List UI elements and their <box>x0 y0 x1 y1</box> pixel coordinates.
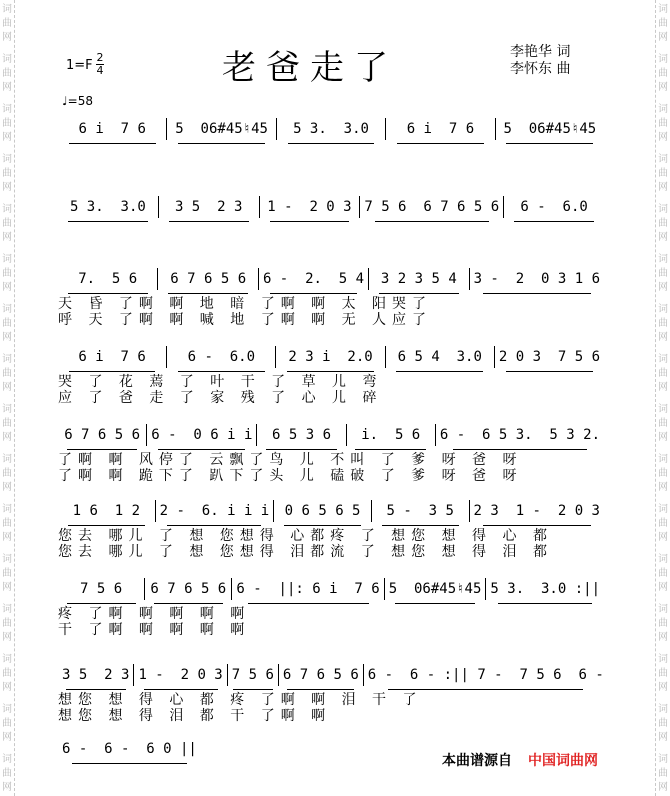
beam-underline <box>248 603 369 604</box>
watermark-char: 曲 <box>658 768 668 779</box>
lyric-text: 您去 哪儿 了 想 您想得 泪都流 了 想您 想 得 泪 都 <box>58 544 553 560</box>
measure <box>385 118 494 140</box>
watermark-char: 词 <box>658 604 668 615</box>
meter-top: 2 <box>96 51 104 64</box>
measure <box>158 196 259 218</box>
watermark-char: 词 <box>2 504 12 515</box>
watermark-char: 曲 <box>658 68 668 79</box>
watermark-char: 词 <box>2 54 12 65</box>
measure <box>368 268 468 290</box>
watermark-char: 词 <box>2 404 12 415</box>
watermark-char: 网 <box>658 482 668 493</box>
watermark-char: 网 <box>658 532 668 543</box>
watermark-char: 词 <box>658 304 668 315</box>
beam-underline <box>397 143 484 144</box>
watermark-char: 词 <box>2 754 12 765</box>
watermark-char: 词 <box>658 554 668 565</box>
watermark-char: 网 <box>658 132 668 143</box>
beam-underline <box>67 603 136 604</box>
watermark-char: 网 <box>2 82 12 93</box>
watermark-char: 词 <box>658 54 668 65</box>
watermark-char: 词 <box>658 104 668 115</box>
key-signature: 1=F <box>66 58 93 73</box>
watermark-char: 词 <box>658 654 668 665</box>
measure <box>495 118 604 140</box>
score-line <box>58 578 604 600</box>
watermark-char: 词 <box>658 204 668 215</box>
watermark-char: 网 <box>2 732 12 743</box>
lyric-line <box>58 468 604 484</box>
notes: 7 5 6 6 7 6 5 6 <box>364 199 500 215</box>
measure <box>146 424 256 446</box>
watermark-char: 网 <box>2 632 12 643</box>
measure <box>58 118 166 140</box>
watermark-char: 曲 <box>658 518 668 529</box>
notes: 6 i 7 6 <box>406 121 475 137</box>
measure <box>384 578 486 600</box>
watermark-char: 网 <box>2 382 12 393</box>
beam-underline <box>355 449 426 450</box>
measure <box>227 664 278 686</box>
watermark-char: 词 <box>658 154 668 165</box>
notes: 3 - 2 0 3 1 6 <box>473 271 600 287</box>
watermark-char: 网 <box>2 682 12 693</box>
notes: 6 i 7 6 <box>78 349 146 365</box>
watermark-char: 曲 <box>2 268 12 279</box>
song-title: 老爸走了 <box>222 48 398 88</box>
notes: 6 - 0 6 i i <box>151 427 253 443</box>
beam-underline <box>178 143 265 144</box>
watermark-char: 词 <box>658 704 668 715</box>
measure <box>58 196 158 218</box>
watermark-char: 网 <box>658 732 668 743</box>
notes: 5 3. 3.0 <box>293 121 369 137</box>
watermark-char: 曲 <box>2 668 12 679</box>
lyric-line <box>58 452 604 468</box>
measure <box>278 664 363 686</box>
beam-underline <box>506 371 593 372</box>
beam-underline <box>144 689 218 690</box>
notes: 3 2 3 5 4 <box>380 271 457 287</box>
notes: 7 5 6 <box>80 581 123 597</box>
watermark-char: 词 <box>658 354 668 365</box>
notes: 5 06#45♮45 <box>175 121 268 137</box>
beam-underline <box>270 221 350 222</box>
watermark-char: 词 <box>658 454 668 465</box>
watermark-char: 曲 <box>2 718 12 729</box>
watermark-char: 词 <box>658 754 668 765</box>
beam-underline <box>266 449 337 450</box>
tempo-marking: ♩=58 <box>62 94 93 108</box>
notes: 6 - ||: 6 i 7 6 <box>236 581 380 597</box>
notes: 6 - 6 - 6 0 || <box>62 741 197 757</box>
beam-underline <box>498 603 592 604</box>
lyric-text: 干 了啊 啊 啊 啊 啊 <box>58 622 251 638</box>
measure <box>469 500 604 522</box>
watermark-char: 网 <box>658 82 668 93</box>
beam-underline <box>388 689 583 690</box>
watermark-char: 曲 <box>658 568 668 579</box>
watermark-char: 网 <box>658 332 668 343</box>
watermark-char: 曲 <box>2 618 12 629</box>
watermark-char: 词 <box>2 604 12 615</box>
lyric-text: 想您 想 得 心 都 疼 了啊 啊 泪 干 了 <box>58 692 423 708</box>
measure <box>469 268 604 290</box>
notes: i. 5 6 <box>361 427 421 443</box>
watermark-char: 网 <box>2 332 12 343</box>
lyric-line <box>58 390 604 406</box>
watermark-char: 曲 <box>658 168 668 179</box>
lyricist: 李艳华 词 <box>510 44 571 60</box>
watermark-char: 网 <box>658 382 668 393</box>
notes: 6 5 4 3.0 <box>397 349 482 365</box>
beam-underline <box>233 689 273 690</box>
beam-underline <box>68 221 148 222</box>
watermark-char: 网 <box>658 32 668 43</box>
watermark-char: 曲 <box>658 268 668 279</box>
measure <box>144 578 231 600</box>
measure <box>485 578 604 600</box>
notes: 5 3. 3.0 <box>69 199 146 215</box>
beam-underline <box>169 221 249 222</box>
composer: 李怀东 曲 <box>510 61 571 77</box>
measure <box>371 500 469 522</box>
time-signature <box>96 52 104 77</box>
watermark-char: 词 <box>2 154 12 165</box>
watermark-char: 词 <box>658 4 668 15</box>
footer-site[interactable]: 中国词曲网 <box>528 753 598 769</box>
beam-underline <box>67 449 138 450</box>
watermark-char: 曲 <box>2 768 12 779</box>
beam-underline <box>288 143 375 144</box>
notes: 1 - 2 0 3 <box>267 199 352 215</box>
watermark-strip-right <box>655 0 670 796</box>
watermark-char: 网 <box>658 782 668 793</box>
measure <box>155 500 274 522</box>
footer <box>442 750 598 770</box>
notes: 7. 5 6 <box>78 271 138 287</box>
notes: 6 7 6 5 6 <box>64 427 141 443</box>
watermark-char: 网 <box>2 182 12 193</box>
measure <box>256 424 345 446</box>
measure <box>359 196 503 218</box>
watermark-char: 网 <box>2 532 12 543</box>
beam-underline <box>375 221 489 222</box>
watermark-char: 词 <box>658 254 668 265</box>
beam-underline <box>396 371 483 372</box>
watermark-char: 词 <box>2 654 12 665</box>
watermark-char: 网 <box>658 632 668 643</box>
measure <box>58 424 146 446</box>
notes: 1 6 1 2 <box>72 503 141 519</box>
notes: 6 - 6.0 <box>520 199 588 215</box>
watermark-char: 曲 <box>2 18 12 29</box>
beam-underline <box>66 689 126 690</box>
beam-underline <box>287 371 374 372</box>
notes: 1 - 2 0 3 <box>138 667 223 683</box>
notes: 5 06#45♮45 <box>388 581 482 597</box>
watermark-char: 网 <box>2 432 12 443</box>
watermark-char: 曲 <box>658 368 668 379</box>
lyric-line <box>58 374 604 390</box>
watermark-char: 网 <box>658 182 668 193</box>
watermark-char: 网 <box>2 582 12 593</box>
beam-underline <box>68 525 145 526</box>
score-line <box>58 500 604 522</box>
watermark-char: 网 <box>658 282 668 293</box>
measure <box>346 424 435 446</box>
watermark-char: 词 <box>2 104 12 115</box>
notes: 2 3 i 2.0 <box>288 349 373 365</box>
beam-underline <box>167 525 261 526</box>
measure <box>133 664 226 686</box>
watermark-char: 词 <box>2 254 12 265</box>
measure <box>273 500 371 522</box>
measure <box>363 664 608 686</box>
score-line <box>58 118 604 140</box>
beam-underline <box>178 371 265 372</box>
watermark-char: 曲 <box>2 568 12 579</box>
watermark-char: 网 <box>2 782 12 793</box>
beam-underline <box>483 293 591 294</box>
watermark-char: 曲 <box>658 318 668 329</box>
measure <box>58 578 144 600</box>
measure <box>385 346 494 368</box>
meter-bottom: 4 <box>96 64 104 77</box>
lyric-text: 想您 想 得 泪 都 干 了啊 啊 <box>58 708 332 724</box>
beam-underline <box>270 293 357 294</box>
lyric-line <box>58 296 604 312</box>
notes: 6 i 7 6 <box>78 121 146 137</box>
notes: 6 - 6.0 <box>187 349 256 365</box>
watermark-char: 词 <box>2 704 12 715</box>
score-line <box>58 196 604 218</box>
watermark-char: 曲 <box>658 118 668 129</box>
measure <box>259 196 360 218</box>
score-line <box>58 664 604 686</box>
measure <box>435 424 604 446</box>
beam-underline <box>483 525 591 526</box>
credits <box>510 44 570 78</box>
lyric-text: 哭 了 花 蔫 了 叶 干 了 草 儿 弯 <box>58 374 383 390</box>
measure <box>58 346 166 368</box>
lyric-line <box>58 622 604 638</box>
beam-underline <box>395 603 476 604</box>
watermark-char: 曲 <box>2 318 12 329</box>
watermark-char: 曲 <box>2 168 12 179</box>
watermark-char: 曲 <box>658 468 668 479</box>
notes: 6 7 6 5 6 <box>170 271 247 287</box>
lyric-line <box>58 708 604 724</box>
measure <box>494 346 604 368</box>
beam-underline <box>379 293 459 294</box>
notes: 2 3 1 - 2 0 3 <box>473 503 600 519</box>
watermark-char: 曲 <box>2 468 12 479</box>
watermark-char: 网 <box>658 232 668 243</box>
watermark-char: 网 <box>658 682 668 693</box>
notes: 3 5 2 3 <box>174 199 243 215</box>
lyric-text: 您去 哪儿 了 想 您想得 心都疼 了 想您 想 得 心 都 <box>58 528 553 544</box>
notes: 7 5 6 <box>231 667 274 683</box>
notes: 2 - 6. i i i <box>159 503 270 519</box>
watermark-char: 曲 <box>658 668 668 679</box>
notes: 3 5 2 3 <box>62 667 130 683</box>
notes: 2 0 3 7 5 6 <box>498 349 601 365</box>
lyric-text: 了啊 啊 风停了 云飘了鸟 儿 不叫 了 爹 呀 爸 呀 <box>58 452 523 468</box>
measure <box>275 346 384 368</box>
watermark-char: 词 <box>2 354 12 365</box>
measure <box>166 346 275 368</box>
watermark-char: 曲 <box>658 618 668 629</box>
measure <box>231 578 383 600</box>
measure <box>58 500 155 522</box>
watermark-char: 曲 <box>2 418 12 429</box>
footer-source: 本曲谱源自 <box>442 753 512 769</box>
score-line <box>58 424 604 446</box>
watermark-char: 曲 <box>2 68 12 79</box>
lyric-line <box>58 544 604 560</box>
watermark-char: 曲 <box>658 18 668 29</box>
watermark-strip-left <box>0 0 15 796</box>
watermark-char: 词 <box>658 404 668 415</box>
score-line <box>58 738 197 760</box>
notes: 0 6 5 6 5 <box>284 503 361 519</box>
beam-underline <box>72 763 186 764</box>
watermark-char: 曲 <box>658 218 668 229</box>
measure <box>58 268 157 290</box>
beam-underline <box>168 293 248 294</box>
watermark-char: 网 <box>658 432 668 443</box>
notes: 6 - 6 5 3. 5 3 2. <box>439 427 601 443</box>
measure <box>58 664 133 686</box>
notes: 6 5 3 6 <box>272 427 332 443</box>
beam-underline <box>453 449 588 450</box>
watermark-char: 网 <box>2 132 12 143</box>
beam-underline <box>158 449 245 450</box>
watermark-char: 词 <box>2 4 12 15</box>
watermark-char: 词 <box>2 454 12 465</box>
lyric-line <box>58 528 604 544</box>
measure <box>276 118 385 140</box>
notes: 6 7 6 5 6 <box>282 667 359 683</box>
lyric-text: 天 昏 了啊 啊 地 暗 了啊 啊 太 阳哭了 <box>58 296 433 312</box>
watermark-char: 网 <box>658 582 668 593</box>
measure <box>258 268 368 290</box>
score-line <box>58 346 604 368</box>
watermark-char: 词 <box>2 204 12 215</box>
watermark-char: 曲 <box>2 368 12 379</box>
beam-underline <box>68 293 148 294</box>
notes: 5 - 3 5 <box>386 503 454 519</box>
lyric-text: 了啊 啊 跪下了 趴下了头 儿 磕破 了 爹 呀 爸 呀 <box>58 468 523 484</box>
measure <box>503 196 604 218</box>
watermark-char: 词 <box>2 554 12 565</box>
beam-underline <box>287 689 354 690</box>
watermark-char: 曲 <box>658 718 668 729</box>
measure <box>157 268 257 290</box>
watermark-char: 曲 <box>658 418 668 429</box>
beam-underline <box>69 143 156 144</box>
beam-underline <box>506 143 593 144</box>
beam-underline <box>284 525 361 526</box>
watermark-char: 曲 <box>2 118 12 129</box>
lyric-line <box>58 312 604 328</box>
beam-underline <box>69 371 156 372</box>
lyric-line <box>58 692 604 708</box>
lyric-line <box>58 606 604 622</box>
watermark-char: 网 <box>2 482 12 493</box>
beam-underline <box>154 603 223 604</box>
watermark-char: 网 <box>2 32 12 43</box>
lyric-text: 应 了 爸 走 了 家 残 了 心 儿 碎 <box>58 390 383 406</box>
notes: 5 3. 3.0 :|| <box>490 581 600 597</box>
notes: 5 06#45♮45 <box>503 121 597 137</box>
watermark-char: 网 <box>2 232 12 243</box>
measure <box>58 738 201 760</box>
watermark-char: 词 <box>658 504 668 515</box>
lyric-text: 疼 了啊 啊 啊 啊 啊 <box>58 606 251 622</box>
watermark-char: 曲 <box>2 518 12 529</box>
lyric-text: 呼 天 了啊 啊 喊 地 了啊 啊 无 人应了 <box>58 312 433 328</box>
beam-underline <box>514 221 594 222</box>
watermark-char: 网 <box>2 282 12 293</box>
score-line <box>58 268 604 290</box>
beam-underline <box>382 525 459 526</box>
notes: 6 - 2. 5 4 <box>262 271 365 287</box>
watermark-char: 曲 <box>2 218 12 229</box>
notes: 6 - 6 - :|| 7 - 7 5 6 6 - <box>367 667 604 683</box>
notes: 6 7 6 5 6 <box>150 581 227 597</box>
measure <box>166 118 275 140</box>
watermark-char: 词 <box>2 304 12 315</box>
